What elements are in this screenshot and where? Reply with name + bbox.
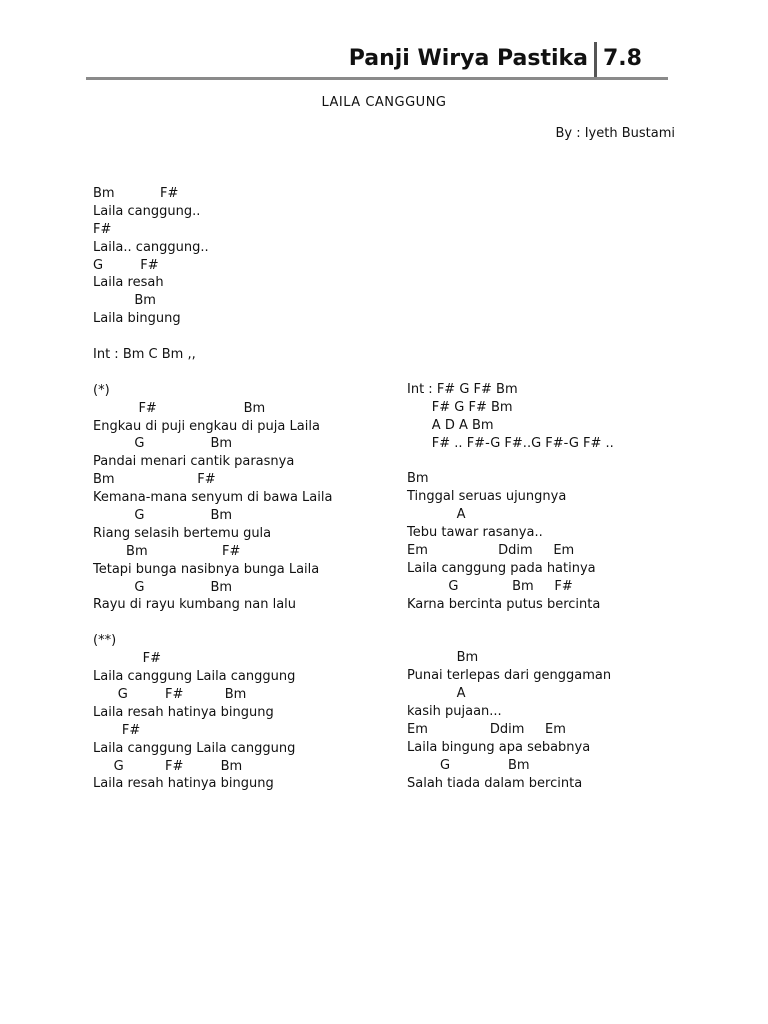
song-title: LAILA CANGGUNG — [321, 95, 447, 110]
lyric-line: Laila canggung Laila canggung — [93, 669, 296, 685]
lyric-line: Int : Bm C Bm ,, — [93, 347, 196, 363]
chord-line: F# — [93, 221, 112, 237]
chord-line: F# Bm — [93, 400, 266, 416]
lyric-line: Laila canggung Laila canggung — [93, 740, 296, 756]
lyric-line: Laila bingung apa sebabnya — [407, 739, 591, 755]
lyrics-left-column — [93, 185, 393, 793]
lyric-line: Punai terlepas dari genggaman — [407, 668, 612, 684]
lyrics-right-column — [407, 381, 707, 792]
chord-line: G F# — [93, 257, 159, 273]
lyric-line: Rayu di rayu kumbang nan lalu — [93, 597, 297, 613]
chord-line: G Bm — [93, 436, 233, 452]
lyric-line: Salah tiada dalam bercinta — [407, 775, 583, 791]
lyric-line: kasih pujaan... — [407, 704, 502, 720]
chord-line: Bm F# — [93, 472, 216, 488]
lyric-line: Tetapi bunga nasibnya bunga Laila — [93, 561, 320, 577]
lyric-line: Laila bingung — [93, 311, 181, 327]
lyric-line: Laila resah — [93, 275, 164, 291]
chord-line: A D A Bm — [407, 417, 494, 433]
chord-line: F# — [93, 651, 161, 667]
lyric-line: Kemana-mana senyum di bawa Laila — [93, 490, 333, 506]
chord-line: Bm F# — [93, 543, 241, 559]
lyric-line: Engkau di puji engkau di puja Laila — [93, 418, 320, 434]
blank-line — [93, 614, 393, 632]
lyric-line: (**) — [93, 633, 117, 649]
header-divider — [594, 42, 597, 78]
chord-line: A — [407, 686, 466, 702]
header-rule — [86, 77, 668, 80]
lyric-line: Laila canggung.. — [93, 203, 201, 219]
lyric-line: Pandai menari cantik parasnya — [93, 454, 295, 470]
chord-line: Bm — [93, 293, 156, 309]
chord-line: G Bm F# — [407, 578, 573, 594]
chord-line: F# .. F#-G F#..G F#-G F# .. — [407, 435, 614, 451]
document-author-name: Panji Wirya Pastika — [348, 46, 588, 71]
chord-line: F# — [93, 722, 141, 738]
chord-line: F# G F# Bm — [407, 399, 513, 415]
lyric-line: Tebu tawar rasanya.. — [407, 525, 543, 541]
lyric-line: Laila resah hatinya bingung — [93, 776, 274, 792]
lyric-line: Laila.. canggung.. — [93, 239, 209, 255]
lyric-line: Laila canggung pada hatinya — [407, 560, 596, 576]
lyric-line: Riang selasih bertemu gula — [93, 525, 272, 541]
lyric-line: Karna bercinta putus bercinta — [407, 596, 601, 612]
chord-line: A — [407, 507, 466, 523]
chord-line: G F# Bm — [93, 686, 247, 702]
lyric-line: (*) — [93, 382, 110, 398]
blank-line — [93, 328, 393, 346]
song-author: By : Iyeth Bustami — [555, 126, 675, 141]
blank-line — [407, 614, 707, 632]
chord-line: Bm F# — [93, 186, 179, 201]
blank-line — [407, 631, 707, 649]
chord-line: G Bm — [93, 579, 233, 595]
chord-line: G Bm — [407, 757, 530, 773]
blank-line — [407, 453, 707, 471]
chord-line: G F# Bm — [93, 758, 243, 774]
chord-line: Em Ddim Em — [407, 543, 575, 559]
lyric-line: Laila resah hatinya bingung — [93, 704, 274, 720]
blank-line — [93, 364, 393, 382]
chord-line: G Bm — [93, 508, 233, 524]
lyric-line: Tinggal seruas ujungnya — [407, 489, 567, 505]
lyric-line: Int : F# G F# Bm — [407, 382, 518, 397]
chord-line: Em Ddim Em — [407, 721, 566, 737]
chord-line: Bm — [407, 650, 479, 666]
chord-line: Bm — [407, 471, 429, 487]
page-number: 7.8 — [603, 46, 642, 71]
